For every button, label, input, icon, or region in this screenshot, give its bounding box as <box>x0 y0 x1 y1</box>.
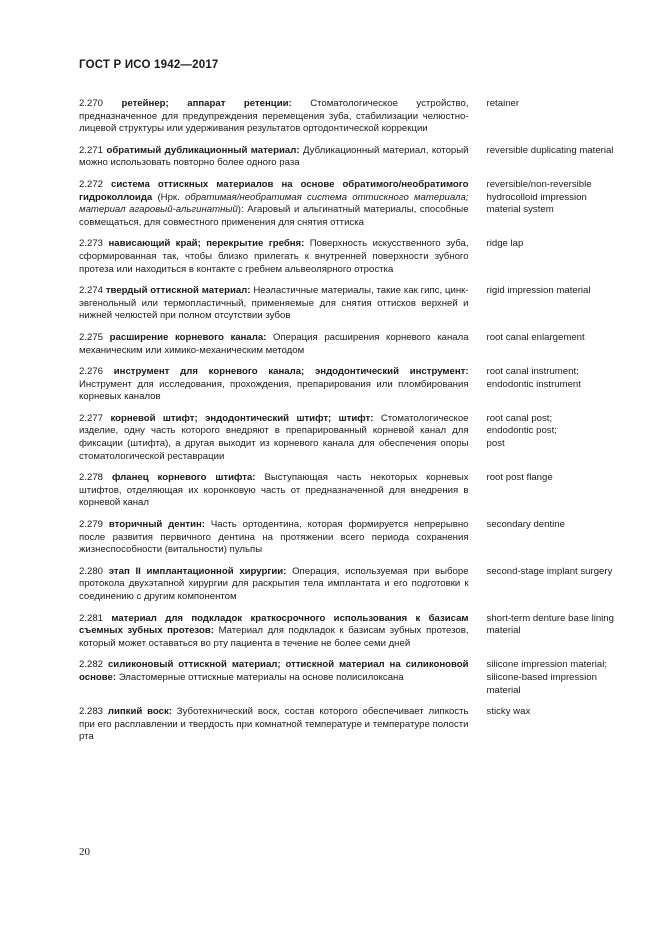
term-name: вторичный дентин: <box>108 519 205 531</box>
term-number: 2.271 <box>79 144 104 156</box>
english-term-line: endodontic post; <box>486 425 557 437</box>
term-equivalent-en <box>487 145 619 170</box>
term-note-close: ): <box>237 204 244 216</box>
term-definition-ru <box>79 706 469 744</box>
term-equivalent-en <box>487 566 619 604</box>
english-term-line: short-term denture base lining material <box>486 612 614 637</box>
term-equivalent-en <box>487 332 619 357</box>
document-header: ГОСТ Р ИСО 1942—2017 <box>79 59 219 71</box>
term-definition-ru <box>79 98 469 136</box>
term-definition-ru <box>79 179 469 229</box>
term-number: 2.276 <box>79 366 104 378</box>
term-definition-text: Материал для подкладок к базисам зубных протезов, который может оставаться во рту пациента в течение не более семи дней <box>79 625 469 649</box>
term-name: система оттискных материалов на основе обратимого/необратимого гидроколлоида <box>79 178 469 203</box>
term-number: 2.282 <box>79 659 104 671</box>
term-entry <box>79 519 619 557</box>
term-definition-text: Дубликационный материал, который можно использовать повторно более одного раза <box>79 144 469 169</box>
term-equivalent-en <box>487 179 619 229</box>
term-entry <box>79 98 619 136</box>
term-number: 2.273 <box>79 238 104 250</box>
term-equivalent-en <box>487 519 619 557</box>
term-entry <box>79 659 619 697</box>
term-list <box>79 98 619 753</box>
term-entry <box>79 285 619 323</box>
english-term-line: root canal instrument; <box>486 366 579 378</box>
term-definition-text: Выступающая часть некоторых корневых штифтов, отделяющая их коронковую часть от предназначенной для внедрения в корневой канал <box>79 472 469 509</box>
term-equivalent-en <box>487 706 619 744</box>
term-definition-text: Эластомерные оттискные материалы на основе полисилоксана <box>116 671 404 683</box>
term-equivalent-en <box>487 659 619 697</box>
term-entry <box>79 413 619 463</box>
term-number: 2.270 <box>79 98 104 109</box>
term-definition-ru <box>79 659 469 697</box>
english-term-line: root canal post; <box>486 412 553 424</box>
term-equivalent-en <box>487 98 619 136</box>
term-definition-text: Агаровый и альгинатный материалы, способные совмещаться, для совместного применения для снятия оттиска <box>79 204 469 228</box>
page-number: 20 <box>79 846 90 858</box>
term-entry <box>79 472 619 510</box>
term-name: материал для подкладок краткосрочного использования к базисам съемных зубных протезов: <box>79 612 469 637</box>
term-name: инструмент для корневого канала; эндодонтический инструмент: <box>113 366 469 378</box>
term-number: 2.272 <box>79 178 104 190</box>
term-definition-text: Операция расширения корневого канала механическим или химико-механическим методом <box>79 331 469 356</box>
term-name: твердый оттискной материал: <box>105 285 251 297</box>
english-term-line: root post flange <box>486 472 553 484</box>
term-name: ретейнер; аппарат ретенции: <box>121 98 292 109</box>
term-definition-ru <box>79 145 469 170</box>
term-note-open: (Нрк. <box>152 191 185 203</box>
english-term-line: ridge lap <box>486 238 524 250</box>
english-term-line: silicone-based impression material <box>486 671 597 696</box>
term-definition-text: Зуботехнический воск, состав которого обеспечивает липкость при его расплавлении и твердость при комнатной температуре и температуре полости рта <box>79 706 469 743</box>
term-equivalent-en <box>487 472 619 510</box>
english-term-line: endodontic instrument <box>486 378 581 390</box>
term-name: липкий воск: <box>107 706 172 718</box>
term-entry <box>79 366 619 404</box>
term-equivalent-en <box>487 613 619 651</box>
term-definition-ru <box>79 366 469 404</box>
term-definition-text: Поверхность искусственного зуба, сформированная так, чтобы близко прилегать к внутренней поверхности зубного протеза или находиться в контакте с гребнем альвеолярного отростка <box>79 238 469 275</box>
term-number: 2.278 <box>79 472 104 484</box>
term-definition-ru <box>79 238 469 276</box>
english-term-line: secondary dentine <box>486 519 565 531</box>
term-equivalent-en <box>487 366 619 404</box>
term-number: 2.281 <box>79 612 104 624</box>
term-entry <box>79 145 619 170</box>
english-term-line: rigid impression material <box>486 285 591 297</box>
term-number: 2.279 <box>79 519 104 531</box>
term-number: 2.275 <box>79 331 104 343</box>
term-definition-text: Часть ортодентина, которая формируется непрерывно после развития первичного дентина на протяжении всего периода сохранения жизнеспособности (витальности) пульпы <box>79 519 469 556</box>
term-name: корневой штифт; эндодонтический штифт; штифт: <box>110 412 374 424</box>
term-definition-text: Инструмент для исследования, прохождения, препарирования или пломбирования корневых каналов <box>79 378 469 403</box>
term-number: 2.277 <box>79 412 104 424</box>
term-name: обратимый дубликационный материал: <box>106 144 300 156</box>
english-term-line: post <box>486 438 505 450</box>
term-entry <box>79 238 619 276</box>
term-name: этап II имплантационной хирургии: <box>108 565 287 577</box>
term-definition-ru <box>79 613 469 651</box>
english-term-line: reversible/non-reversible hydrocolloid impression material system <box>486 178 592 216</box>
term-equivalent-en <box>487 238 619 276</box>
term-definition-ru <box>79 413 469 463</box>
english-term-line: sticky wax <box>486 706 531 718</box>
term-definition-ru <box>79 566 469 604</box>
term-note-italic: обратимая/необратимая система оттискного материала; материал агаровый-альгинатный <box>79 191 469 216</box>
term-definition-text: Неэластичные материалы, такие как гипс, цинк-эвгенольный или термопластичный, применяемые для снятия оттисков верхней и нижней челюстей при полном отсутствии зубов <box>79 285 469 322</box>
english-term-line: retainer <box>486 98 520 109</box>
term-definition-ru <box>79 519 469 557</box>
term-equivalent-en <box>487 285 619 323</box>
term-definition-ru <box>79 472 469 510</box>
term-entry <box>79 706 619 744</box>
english-term-line: root canal enlargement <box>486 331 585 343</box>
term-number: 2.274 <box>79 285 104 297</box>
term-name: расширение корневого канала: <box>109 331 267 343</box>
english-term-line: silicone impression material; <box>486 659 608 671</box>
term-definition-ru <box>79 332 469 357</box>
english-term-line: reversible duplicating material <box>486 144 614 156</box>
term-definition-ru <box>79 285 469 323</box>
term-name: нависающий край; перекрытие гребня: <box>108 238 305 250</box>
term-equivalent-en <box>487 413 619 463</box>
term-entry <box>79 566 619 604</box>
term-definition-text: Операция, используемая при выборе протокола двухэтапной хирургии для раскрытия тела имплантата и его подготовки к соединению с другим компонентом <box>79 565 469 602</box>
term-number: 2.280 <box>79 565 104 577</box>
term-definition-text: Стоматологическое изделие, одну часть которого внедряют в препарированный корневой канал для фиксации (штифта), а другая выходит из корневого канала для обеспечения опоры стоматологической реставрации <box>79 412 469 462</box>
term-name: фланец корневого штифта: <box>111 472 256 484</box>
term-number: 2.283 <box>79 706 104 718</box>
term-entry <box>79 613 619 651</box>
term-definition-text: Стоматологическое устройство, предназначенное для предупреждения перемещения зуба, стабилизации челюстно-лицевой структуры или удерживания результатов ортодонтической коррекции <box>79 98 469 135</box>
term-entry <box>79 179 619 229</box>
term-name: силиконовый оттискной материал; оттискной материал на силиконовой основе: <box>79 659 469 683</box>
term-entry <box>79 332 619 357</box>
english-term-line: second-stage implant surgery <box>486 565 613 577</box>
